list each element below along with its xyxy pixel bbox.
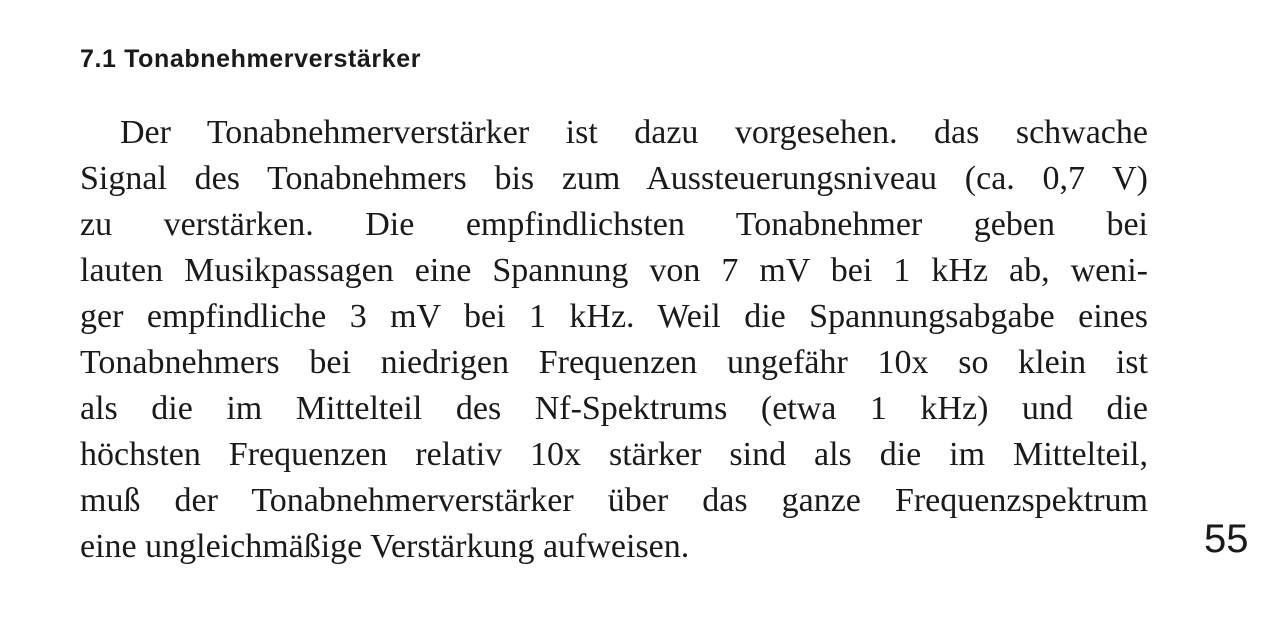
paragraph-line-10: eine ungleichmäßige Verstärkung aufweisen.	[80, 528, 690, 565]
paragraph-line-6: Tonabnehmers bei niedrigen Frequenzen ungefähr 10x so klein ist	[80, 344, 1148, 381]
paragraph-line-9: muß der Tonabnehmerverstärker über das ganze Frequenzspektrum	[80, 482, 1148, 519]
paragraph-line-8: höchsten Frequenzen relativ 10x stärker sind als die im Mittelteil,	[80, 436, 1148, 473]
paragraph-line-3: zu verstärken. Die empfindlichsten Tonabnehmer geben bei	[80, 206, 1148, 243]
body-paragraph	[80, 110, 1148, 570]
page-number: 55	[1204, 517, 1249, 561]
paragraph-line-7: als die im Mittelteil des Nf-Spektrums (etwa 1 kHz) und die	[80, 390, 1148, 427]
paragraph-line-4: lauten Musikpassagen eine Spannung von 7 mV bei 1 kHz ab, weni-	[80, 252, 1148, 289]
paragraph-line-1: Der Tonabnehmerverstärker ist dazu vorgesehen. das schwache	[120, 114, 1148, 151]
paragraph-line-5: ger empfindliche 3 mV bei 1 kHz. Weil die Spannungsabgabe eines	[80, 298, 1148, 335]
section-heading: 7.1 Tonabnehmerverstärker	[80, 45, 422, 73]
paragraph-line-2: Signal des Tonabnehmers bis zum Aussteuerungsniveau (ca. 0,7 V)	[80, 160, 1148, 197]
